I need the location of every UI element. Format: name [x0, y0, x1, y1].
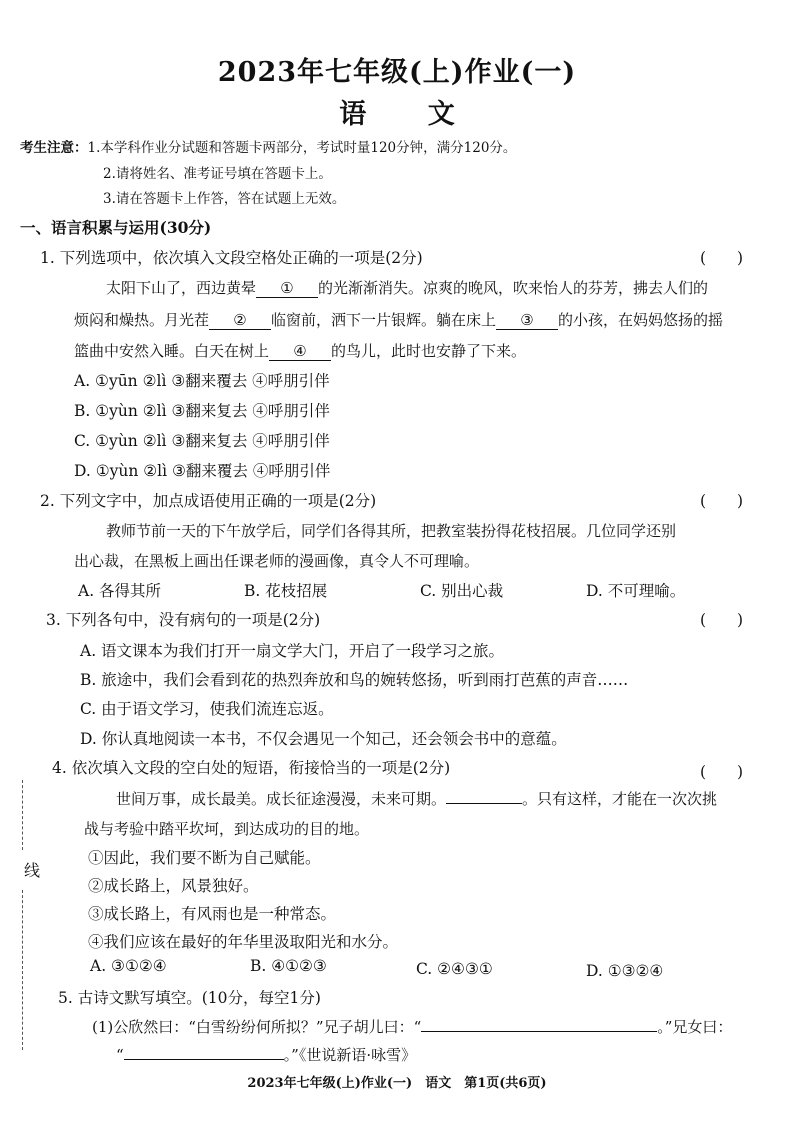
- page-footer: 2023年七年级(上)作业(一) 语文 第1页(共6页): [247, 1076, 547, 1091]
- section-heading: 一、语言积累与运用(30分): [20, 218, 212, 237]
- q4-item-3: ③成长路上，有风雨也是一种常态。: [88, 905, 337, 923]
- q4-answer-bracket: ( ): [700, 763, 744, 781]
- page-title: 2023年七年级(上)作业(一): [217, 57, 577, 88]
- q4-stem: 4. 依次填入文段的空白处的短语，衔接恰当的一项是(2分): [52, 759, 451, 777]
- q2-option-d: D. 不可理喻。: [586, 582, 686, 600]
- q3-option-b: B. 旅途中，我们会看到花的热烈奔放和鸟的婉转悠扬，听到雨打芭蕉的声音……: [80, 671, 629, 689]
- q4-item-4: ④我们应该在最好的年华里汲取阳光和水分。: [88, 933, 399, 951]
- q4-option-b: B. ④①②③: [250, 957, 327, 975]
- q1-stem: 1. 下列选项中，依次填入文段空格处正确的一项是(2分): [40, 249, 423, 267]
- subject-title: 语 文: [339, 99, 481, 130]
- q3-option-a: A. 语文课本为我们打开一扇文学大门，开启了一段学习之旅。: [80, 642, 505, 660]
- q2-passage-line-2: 出心裁，在黑板上画出任课老师的漫画像，真令人不可理喻。: [74, 552, 480, 570]
- binding-dashed-line-bottom: [22, 890, 23, 1050]
- q1-passage-line-2: 烦闷和燥热。月光茬 ② 临窗前，洒下一片银辉。躺在床上 ③ 的小孩，在妈妈悠扬的摇: [74, 311, 724, 329]
- binding-line-char: 线: [24, 861, 41, 880]
- q4-passage-line-1: 世间万事，成长最美。成长征途漫漫，未来可期。 。只有这样，才能在一次次挑: [116, 790, 718, 808]
- q3-option-c: C. 由于语文学习，使我们流连忘返。: [80, 700, 334, 718]
- q1-option-c: C. ①yùn ②lì ③翻来复去 ④呼朋引伴: [74, 432, 330, 450]
- q5-line-2: “ 。”《世说新语·咏雪》: [116, 1046, 417, 1064]
- notice-line-1: 考生注意：1.本学科作业分试题和答题卡两部分，考试时量120分钟，满分120分。: [20, 140, 517, 156]
- q2-option-a: A. 各得其所: [78, 582, 162, 600]
- q4-item-1: ①因此，我们要不断为自己赋能。: [88, 849, 321, 867]
- q1-passage-line-3: 篮曲中安然入睡。白天在树上 ④ 的鸟儿，此时也安静了下来。: [74, 342, 527, 360]
- q2-answer-bracket: ( ): [700, 492, 744, 510]
- q4-option-c: C. ②④③①: [416, 960, 493, 978]
- q2-option-c: C. 别出心裁: [420, 582, 504, 600]
- q4-option-a: A. ③①②④: [90, 957, 167, 975]
- q4-item-2: ②成长路上，风景独好。: [88, 877, 259, 895]
- q1-option-d: D. ①yùn ②lì ③翻来覆去 ④呼朋引伴: [74, 462, 331, 480]
- q1-option-b: B. ①yùn ②lì ③翻来复去 ④呼朋引伴: [74, 402, 330, 420]
- q1-passage-line-1: 太阳下山了，西边黄晕 ① 的光渐渐消失。凉爽的晚风，吹来怡人的芬芳，拂去人们的: [106, 279, 709, 297]
- q2-stem: 2. 下列文字中，加点成语使用正确的一项是(2分): [40, 492, 377, 510]
- binding-dashed-line-top: [22, 780, 23, 850]
- notice-line-3: 3.请在答题卡上作答，答在试题上无效。: [103, 191, 346, 207]
- q2-option-b: B. 花枝招展: [244, 582, 328, 600]
- notice-label: 考生注意：: [20, 140, 88, 156]
- q1-option-a: A. ①yūn ②lì ③翻来覆去 ④呼朋引伴: [74, 372, 330, 390]
- q4-option-d: D. ①③②④: [586, 962, 664, 980]
- q3-option-d: D. 你认真地阅读一本书，不仅会遇见一个知己，还会领会书中的意蕴。: [80, 730, 567, 748]
- q2-passage-line-1: 教师节前一天的下午放学后，同学们各得其所，把教室装扮得花枝招展。几位同学还别: [106, 522, 677, 540]
- notice-line-2: 2.请将姓名、准考证号填在答题卡上。: [103, 166, 332, 182]
- q1-answer-bracket: ( ): [700, 249, 744, 267]
- q3-answer-bracket: ( ): [700, 611, 744, 629]
- q5-line-1: (1)公欣然曰：“白雪纷纷何所拟？”兄子胡儿曰：“ 。”兄女曰：: [92, 1018, 733, 1036]
- q5-stem: 5. 古诗文默写填空。(10分，每空1分): [58, 989, 321, 1007]
- q3-stem: 3. 下列各句中，没有病句的一项是(2分): [46, 611, 321, 629]
- q4-passage-line-2: 战与考验中踏平坎坷，到达成功的目的地。: [84, 820, 370, 838]
